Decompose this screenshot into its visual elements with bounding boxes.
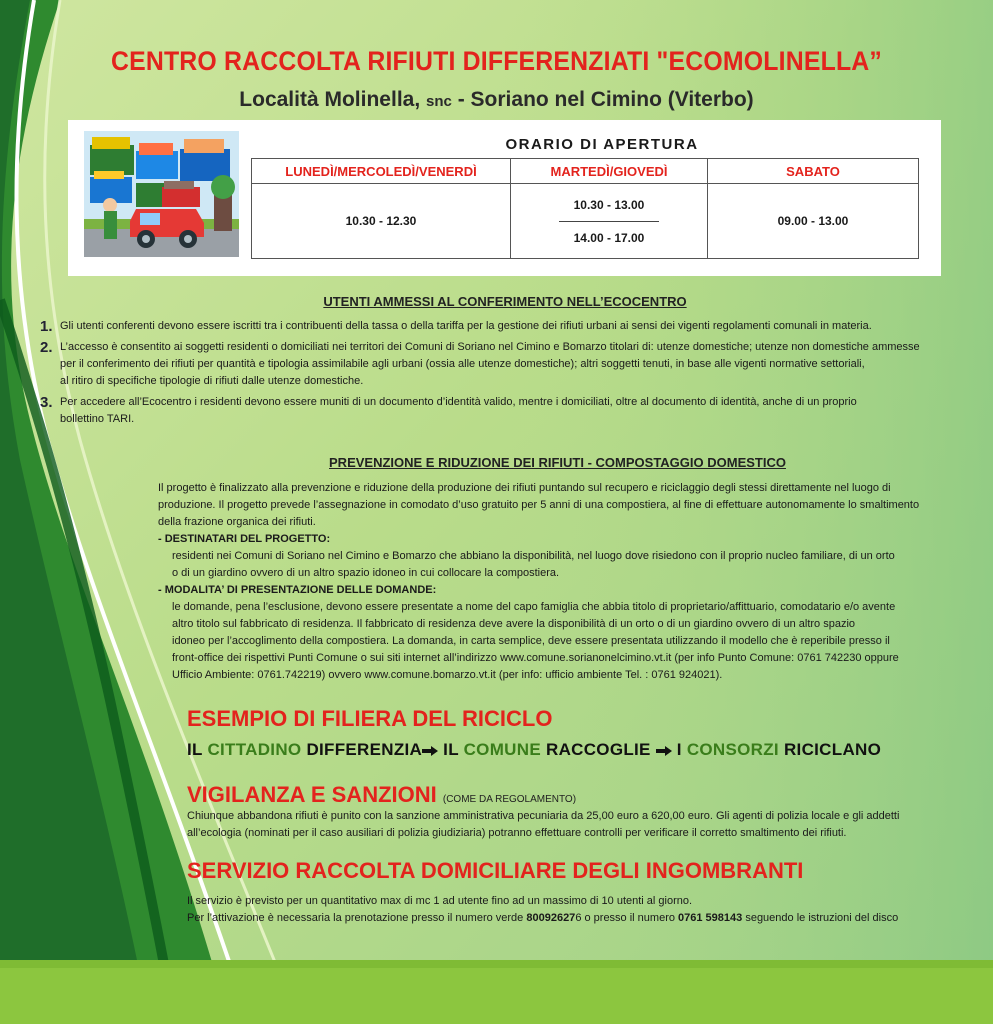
phone-number: 0761 598143 [678,912,743,924]
col-mon-wed-fri: LUNEDÌ/MERCOLEDÌ/VENERDÌ [252,159,511,184]
intro-line: produzione. Il progetto prevede l’assegnazione in comodato d’uso gratuito per 5 anni di una compostiera, al fine di effettuare autonomamente lo smaltimento [158,499,920,511]
bulky-line: Il servizio è previsto per un quantitativo max di mc 1 ad utente fino ad un massimo di 10 utenti al giorno. [187,895,693,907]
hours-tue-thu [511,184,708,259]
intro-line: della frazione organica dei rifiuti. [158,516,316,528]
application-label: - MODALITA’ DI PRESENTAZIONE DELLE DOMANDE: [158,584,437,596]
bulky-text: seguendo le istruzioni del disco [742,912,899,924]
users-list [40,318,970,428]
chain-municipality: COMUNE [463,740,541,759]
application-line: front-office dei rispettivi Punti Comune o sui siti internet all’indirizzo www.comune.sorianonelcimino.vt.it (per info Punto Comune: 0761 742230 oppure [172,652,899,664]
bulky-text: Per l’attivazione è necessaria la prenotazione presso il numero verde [187,912,527,924]
recipients-label: - DESTINATARI DEL PROGETTO: [158,533,331,545]
col-saturday: SABATO [708,159,919,184]
chain-word: DIFFERENZIA [306,740,423,759]
item-line: bollettino TARI. [60,413,135,425]
intro-line: Il progetto è finalizzato alla prevenzione e riduzione della produzione dei rifiuti puntando sul recupero e riciclaggio degli stessi direttamente nel luogo di [158,482,891,494]
sanctions-line: all’ecologia (nominati per il caso ausiliari di polizia giudiziaria) potranno effettuare controlli per verificare il corretto smaltimento dei rifiuti. [187,827,847,839]
recipients-line: o di un giardino ovvero di un altro spazio idoneo in cui collocare la compostiera. [172,567,560,579]
subtitle-rest: - Soriano nel Cimino (Viterbo) [457,88,754,111]
item-line: al ritiro di specifiche tipologie di rifiuti dalle utenze domestiche. [60,375,364,387]
item-line: Per accedere all’Ecocentro i residenti devono essere muniti di un documento d’identità valido, mentre i domiciliati, oltre al documento di identità, anche di un proprio [60,396,857,408]
hours-mon-wed-fri: 10.30 - 12.30 [252,184,511,259]
hours-tue-thu-morning: 10.30 - 13.00 [573,197,645,212]
subtitle-location: Località Molinella, [239,88,421,111]
application-line: le domande, pena l’esclusione, devono essere presentate a nome del capo famiglia che abbia titolo di proprietario/affittuario, comodatario e/o avente [172,601,896,613]
bulky-body [187,893,977,927]
sanctions-title: VIGILANZA E SANZIONI [187,782,437,807]
hours-table [251,158,919,259]
application-line: altro titolo sul fabbricato di residenza. Il fabbricato di residenza deve avere la disponibilità di un orto o di un giardino ovvero di un altro spazio [172,618,856,630]
hours-saturday: 09.00 - 13.00 [708,184,919,259]
application-line: idoneo per l’accoglimento della compostiera. La domanda, in carta semplice, deve essere presentata utilizzando il modello che è reperibile presso il [172,635,890,647]
users-heading: UTENTI AMMESSI AL CONFERIMENTO NELL’ECOCENTRO [323,294,687,309]
chain-word: IL [443,740,459,759]
list-item [40,318,970,335]
prevention-body [158,480,968,684]
bulky-heading: SERVIZIO RACCOLTA DOMICILIARE DEGLI INGOMBRANTI [187,858,804,883]
recipients-line: residenti nei Comuni di Soriano nel Cimino e Bomarzo che abbiano la disponibilità, nel luogo dove risiedono con il proprio nucleo familiare, di un orto [172,550,895,562]
arrow-right-icon [422,746,438,756]
page-subtitle [0,88,993,112]
hours-heading: ORARIO DI APERTURA [505,136,699,153]
hours-tue-thu-afternoon: 14.00 - 17.00 [573,230,645,245]
col-tue-thu: MARTEDÌ/GIOVEDÌ [511,159,708,184]
chain-word: RACCOGLIE [546,740,651,759]
sanctions-heading [187,782,576,808]
sanctions-line: Chiunque abbandona rifiuti è punito con la sanzione amministrativa pecuniaria da 25,00 euro a 620,00 euro. Gli agenti di polizia locale e gli addetti [187,810,900,822]
bulky-text: 6 o presso il numero [575,912,679,924]
recycling-chain [187,740,881,760]
chain-word: I [676,740,682,759]
item-line: Gli utenti conferenti devono essere iscritti tra i contribuenti della tassa o della tariffa per la gestione dei rifiuti urbani ai sensi dei vigenti regolamenti comunali in materia. [60,320,872,332]
page-title: CENTRO RACCOLTA RIFIUTI DIFFERENZIATI "ECOMOLINELLA” [110,46,883,76]
arrow-right-icon [656,746,672,756]
hours-divider [559,221,659,222]
item-line: L’accesso è consentito ai soggetti residenti o domiciliati nei territori dei Comuni di Soriano nel Cimino e Bomarzo titolari di: utenze domestiche; utenze non domestiche ammesse [60,341,920,353]
sanctions-note: (COME DA REGOLAMENTO) [442,794,577,805]
toll-free-number: 80092627 [526,912,576,924]
chain-citizen: CITTADINO [207,740,302,759]
recycling-heading: ESEMPIO DI FILIERA DEL RICICLO [187,706,553,731]
bulky-line [187,910,977,927]
recycling-truck-illustration [84,131,239,257]
sanctions-body [187,808,977,842]
chain-word: IL [187,740,203,759]
subtitle-snc: snc [426,93,452,110]
list-item [40,339,970,390]
list-item [40,394,970,428]
item-line: per il conferimento dei rifiuti per quantità e tipologia assimilabile agli urbani (ossia alle utenze domestiche); altri soggetti tenuti, in base alle vigenti normative settoriali, [60,358,865,370]
application-line: Ufficio Ambiente: 0761.742219) ovvero www.comune.bomarzo.vt.it (per info: ufficio ambiente Tel. : 0761 924021). [172,669,723,681]
item-number: 2. [40,339,53,356]
item-number: 1. [40,318,53,335]
chain-consortia: CONSORZI [686,740,779,759]
chain-word: RICICLANO [783,740,882,759]
prevention-heading: PREVENZIONE E RIDUZIONE DEI RIFIUTI - COMPOSTAGGIO DOMESTICO [329,455,786,470]
item-number: 3. [40,394,53,411]
